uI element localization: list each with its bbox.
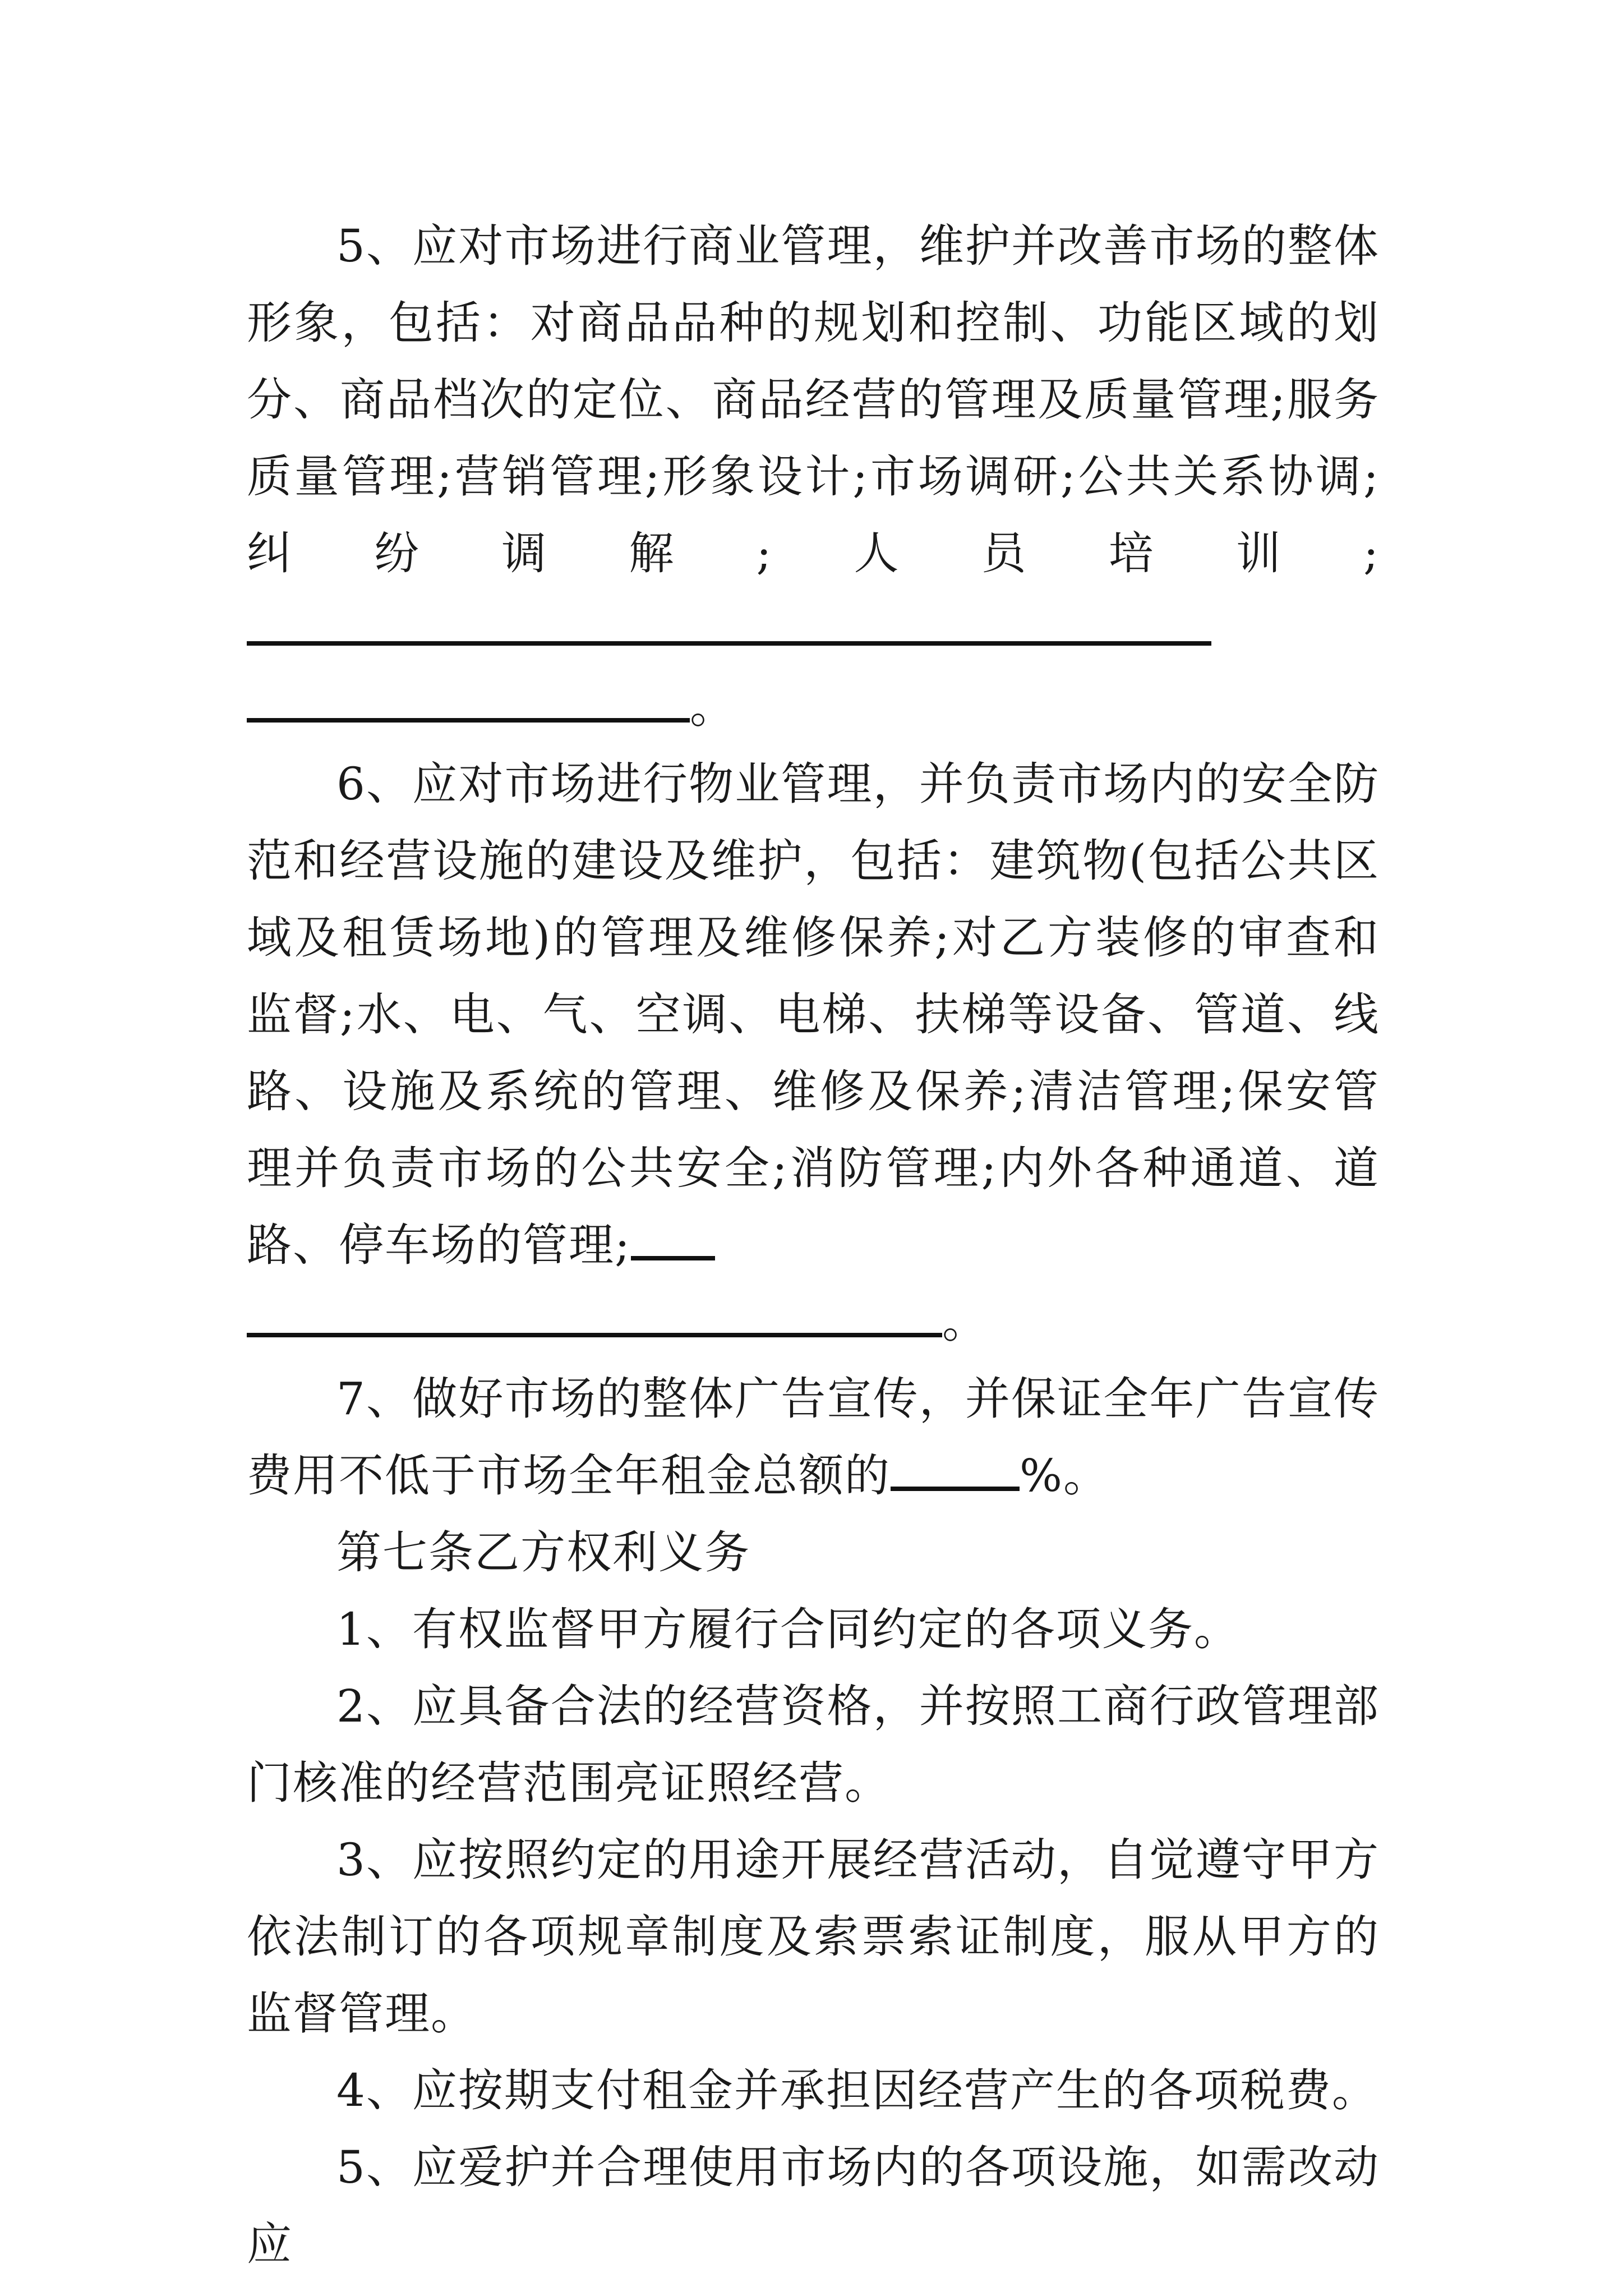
article-7-heading: 第七条乙方权利义务 <box>336 1526 750 1579</box>
party-b-item-1: 1、有权监督甲方履行合同约定的各项义务。 <box>336 1603 1240 1655</box>
party-b-item-2: 2、应具备合法的经营资格，并按照工商行政管理部门核准的经营范围亮证照经营。 <box>247 1680 1380 1809</box>
clause-text: 5、应对市场进行商业管理，维护并改善市场的整体形象，包括：对商品品种的规划和控制、功能区域的划分、商品档次的定位、商品经营的管理及质量管理;服务质量管理;营销管理;形象设计;市场调研;公共关系协调;纠纷调解;人员培训; <box>247 220 1380 579</box>
fill-in-blank[interactable] <box>247 684 690 723</box>
clause-6-property-management <box>247 746 1380 1360</box>
fill-in-blank-percent[interactable] <box>891 1453 1020 1491</box>
document-body <box>247 208 1380 2283</box>
fill-in-blank[interactable] <box>631 1222 715 1260</box>
clause-text: 6、应对市场进行物业管理，并负责市场内的安全防范和经营设施的建设及维护，包括：建筑物(包括公共区域及租赁场地)的管理及维修保养;对乙方装修的审查和监督;水、电、气、空调、电梯、扶梯等设备、管道、线路、设施及系统的管理、维修及保养;清洁管理;保安管理并负责市场的公共安全;消防管理;内外各种通道、道路、停车场的管理; <box>247 758 1380 1271</box>
fill-in-blank[interactable] <box>247 1299 942 1337</box>
clause-end: 。 <box>942 1296 988 1348</box>
clause-text: 7、做好市场的整体广告宣传，并保证全年广告宣传费用不低于市场全年租金总额的 <box>247 1373 1380 1502</box>
clause-end: %。 <box>1020 1450 1110 1502</box>
party-b-item-4: 4、应按期支付租金并承担因经营产生的各项税费。 <box>336 2064 1378 2116</box>
clause-5-commercial-management <box>247 208 1380 746</box>
clause-end: 。 <box>690 681 736 733</box>
party-b-item-5: 5、应爱护并合理使用市场内的各项设施，如需改动应 <box>247 2141 1380 2270</box>
party-b-item-3: 3、应按照约定的用途开展经营活动，自觉遵守甲方依法制订的各项规章制度及索票索证制度，服从甲方的监督管理。 <box>247 1834 1380 2040</box>
clause-7-advertising <box>247 1360 1380 1514</box>
fill-in-blank[interactable] <box>247 608 1211 646</box>
